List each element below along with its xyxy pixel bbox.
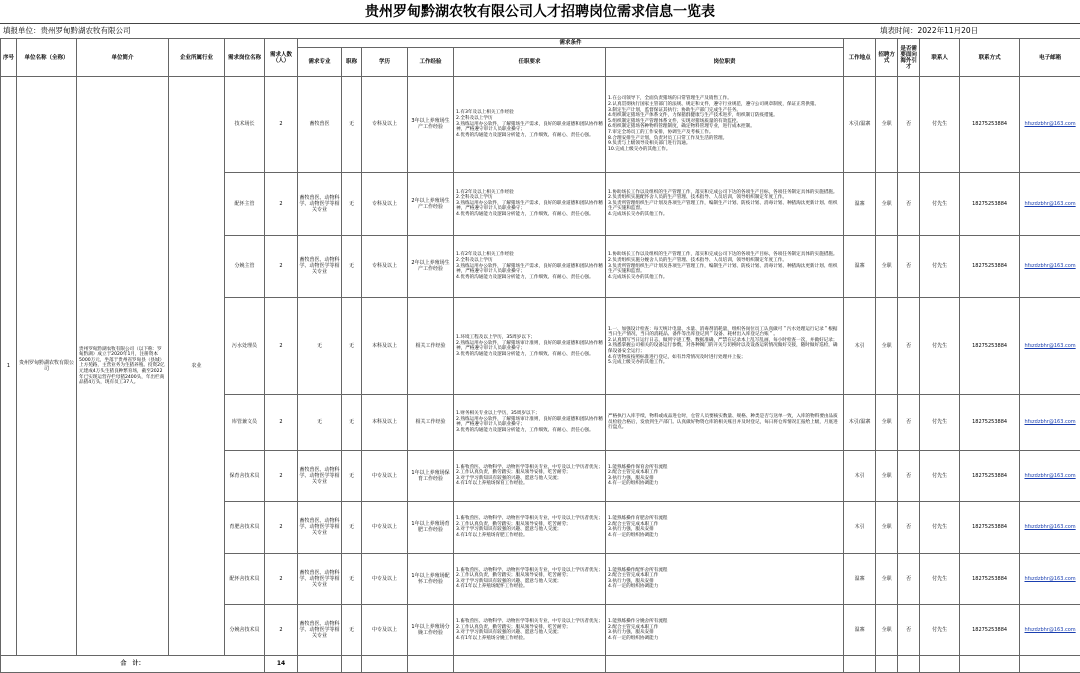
outsource: 否: [898, 235, 920, 298]
post-name: 技术场长: [225, 77, 265, 173]
total-empty-cell: [454, 656, 606, 673]
post-count: 2: [265, 553, 298, 604]
company-seq: 1: [1, 77, 17, 656]
outsource: 否: [898, 450, 920, 501]
major: 无: [298, 395, 342, 451]
unit-label: 填报单位：贵州罗甸黔湖农牧有限公司: [3, 26, 131, 35]
outsource: 否: [898, 553, 920, 604]
duty: 1.协助场长工作以及组织的生产管理工作，落实和完成公司下达的各项生产目标，各项任务制定具体的实施措施。 2.负责组织实施分娩舍人员的生产管理、技术指导、人员培训，领导组织制定年度工作。 3.负责所管理组织生产计划及各项生产管理工作，编制生产计划、防疫计划、消毒计划、种猪淘汰更新计划、组织生产实施和监督。 4.完成场长交办的其他工作。: [606, 235, 844, 298]
email[interactable]: hfszdzbhr@163.com: [1020, 77, 1080, 173]
contact: 付先生: [920, 553, 960, 604]
total-empty-cell: [960, 656, 1020, 673]
post-name: 育肥舍技术员: [225, 502, 265, 553]
major: 畜牧兽医、动物科学、动物医学等相关专业: [298, 450, 342, 501]
header-phone: 联系方式: [960, 39, 1020, 77]
email[interactable]: hfszdzbhr@163.com: [1020, 553, 1080, 604]
contact: 付先生: [920, 172, 960, 235]
post-name: 配怀主管: [225, 172, 265, 235]
total-empty-cell: [876, 656, 898, 673]
email[interactable]: hfszdzbhr@163.com: [1020, 298, 1080, 395]
title-req: 无: [342, 235, 362, 298]
email[interactable]: hfszdzbhr@163.com: [1020, 450, 1080, 501]
header-conditions: 需求条件: [298, 39, 844, 48]
contact: 付先生: [920, 604, 960, 655]
experience: 3年以上养殖场生产工作经验: [408, 77, 454, 173]
header-email: 电子邮箱: [1020, 39, 1080, 77]
company-name: 贵州罗甸黔湖农牧有限公司: [17, 77, 77, 656]
experience: 2年以上养殖场生产工作经验: [408, 235, 454, 298]
header-count: 需求人数（人）: [265, 39, 298, 77]
employ-type: 全职: [876, 395, 898, 451]
phone: 18275253884: [960, 395, 1020, 451]
header-unit-name: 单位名称（全称）: [17, 39, 77, 77]
contact: 付先生: [920, 450, 960, 501]
duty-req: 1.环境工程及以上学历，35周岁以下； 2.熟练运用办公软件，了解猪场审计准则，良好的职业道德和团队协作精神，严格遵守审计人员职业操守； 3.优秀的沟通能力及逻辑分析能力，工作细致、有耐心、责任心强。: [454, 298, 606, 395]
duty-req: 1.畜牧兽医、动物科学、动物医学等相关专业，中专及以上学历者优先； 2.工作认真负责，勤劳踏实；服从领导安排，吃苦耐劳； 3.对于学习新知识有较强的兴趣、愿意与他人交流； 4.有1年以上养殖场分娩工作经验。: [454, 604, 606, 655]
phone: 18275253884: [960, 502, 1020, 553]
post-name: 配怀舍技术员: [225, 553, 265, 604]
email[interactable]: hfszdzbhr@163.com: [1020, 395, 1080, 451]
phone: 18275253884: [960, 77, 1020, 173]
phone: 18275253884: [960, 604, 1020, 655]
location: 木引: [844, 298, 876, 395]
education: 本科及以上: [362, 395, 408, 451]
header-unit-intro: 单位简介: [77, 39, 169, 77]
header-post-name: 需求岗位名称: [225, 39, 265, 77]
contact: 付先生: [920, 298, 960, 395]
location: 温寨: [844, 604, 876, 655]
header-duty-req: 任职要求: [454, 48, 606, 77]
contact: 付先生: [920, 235, 960, 298]
location: 温寨: [844, 553, 876, 604]
outsource: 否: [898, 604, 920, 655]
total-empty-cell: [898, 656, 920, 673]
post-count: 2: [265, 235, 298, 298]
post-name: 污水处理员: [225, 298, 265, 395]
duty: 1.能熟练操作育肥舍所有流程 2.配合主管完成本职工作 3.执行力强，服从安排 4.有一定的组织协调能力: [606, 502, 844, 553]
meta-bar: [0, 24, 1080, 38]
education: 中专及以上: [362, 553, 408, 604]
duty: 严格执行入库手续，物料或成品进仓时，仓管人员要核实数量、规格、种类是否与送单一致，入库的物料要由品质员检验合格后，发放到生产部门。认真做好物资仓库的相关账目并及时登记，每日将仓库情况汇报给上级，月底进行盘点。: [606, 395, 844, 451]
contact: 付先生: [920, 395, 960, 451]
total-empty-cell: [606, 656, 844, 673]
location: 木引/温寨: [844, 77, 876, 173]
location: 温寨: [844, 172, 876, 235]
title-req: 无: [342, 502, 362, 553]
major: 畜牧兽医: [298, 77, 342, 173]
header-row-1: [1, 39, 1080, 48]
total-empty-cell: [298, 656, 342, 673]
contact: 付先生: [920, 502, 960, 553]
employ-type: 全职: [876, 502, 898, 553]
phone: 18275253884: [960, 172, 1020, 235]
post-name: 库管兼文员: [225, 395, 265, 451]
duty: 1.能熟练操作保育舍所有流程 2.配合主管完成本职工作 3.执行力强，服从安排 4.有一定的组织协调能力: [606, 450, 844, 501]
employ-type: 全职: [876, 450, 898, 501]
duty-req: 1.有2年及以上相关工作经验 2.全科及以上学历 3.熟练运用办公软件，了解猪场生产需求，良好的职业道德和团队协作精神，严格遵守审计人员职业操守； 4.优秀的沟通能力及逻辑分析能力，工作细致、有耐心、责任心强。: [454, 172, 606, 235]
title-req: 无: [342, 450, 362, 501]
duty: 1.能熟练操作分娩舍所有流程 2.配合主管完成本职工作 3.执行力强，服从安排 4.有一定的组织协调能力: [606, 604, 844, 655]
outsource: 否: [898, 172, 920, 235]
email[interactable]: hfszdzbhr@163.com: [1020, 235, 1080, 298]
major: 畜牧兽医、动物科学、动物医学等相关专业: [298, 502, 342, 553]
header-experience: 工作经验: [408, 48, 454, 77]
phone: 18275253884: [960, 553, 1020, 604]
outsource: 否: [898, 502, 920, 553]
outsource: 否: [898, 298, 920, 395]
duty-req: 1.畜牧兽医、动物科学、动物医学等相关专业，中专及以上学历者优先； 2.工作认真负责，勤劳踏实；服从领导安排，吃苦耐劳； 3.对于学习新知识有较强的兴趣、愿意与他人交流； 4.有1年以上养殖场配怀工作经验。: [454, 553, 606, 604]
location: 木引: [844, 450, 876, 501]
company-industry: 农业: [169, 77, 225, 656]
duty-req: 1.有2年及以上相关工作经验 2.全科及以上学历 3.熟练运用办公软件，了解猪场生产需求，良好的职业道德和团队协作精神，严格遵守审计人员职业操守； 4.优秀的沟通能力及逻辑分析能力，工作细致、有耐心、责任心强。: [454, 235, 606, 298]
header-location: 工作地点: [844, 39, 876, 77]
title-req: 无: [342, 172, 362, 235]
location: 木引/温寨: [844, 395, 876, 451]
post-count: 2: [265, 604, 298, 655]
header-industry: 企业所属行业: [169, 39, 225, 77]
experience: 2年以上养殖场生产工作经验: [408, 172, 454, 235]
outsource: 否: [898, 395, 920, 451]
major: 畜牧兽医、动物科学、动物医学等相关专业: [298, 604, 342, 655]
employ-type: 全职: [876, 298, 898, 395]
header-seq: 序号: [1, 39, 17, 77]
location: 温寨: [844, 235, 876, 298]
duty: 1.在公司领导下，全面负责猪场的日常管理生产及销售工作。 2.认真贯彻执行国家主管部门的法规、规定和文件，遵守行业规范，遵守公司规章制度，保证正常供猪。 3.制定生产计划，监督保证其执行；协助生产部门完成生产任务。 4.组织制定猪场生产体系文件，力保猪群健康与生产技术进步，组织制订防疫措施。 5.组织制定猪场生产管理体系文件，实现对猪场质量的有效监控。 6.组织制定猪场各种物料管理制度，确定物料管理专业，进行成本控制。 7.审定全场员工的工作安排，协调生产及考核工作。 8.合理安排生产计划，负责对员工日常工作及生活的管理。 9.负责与上级领导及相关部门进行沟通。 10.完成上级交办的其他工作。: [606, 77, 844, 173]
contact: 付先生: [920, 77, 960, 173]
phone: 18275253884: [960, 450, 1020, 501]
experience: 相关工作经验: [408, 298, 454, 395]
outsource: 否: [898, 77, 920, 173]
company-intro: 贵州罗甸黔湖农牧有限公司（以下称：罗甸黔湖）成立于2020年1月，注册资本5000万元，坐落于贵州省罗甸县（县城）上方苑路，主营业务为生猪养殖。投资2亿元建成4万头生猪良种繁育场，截至2022年已实现运营存栏母猪2400头，年出栏商品猪4万头，现有员工37人。: [77, 77, 169, 656]
major: 畜牧兽医、动物科学、动物医学等相关专业: [298, 235, 342, 298]
duty-req: 1.畜牧兽医、动物科学、动物医学等相关专业，中专及以上学历者优先； 2.工作认真负责，勤劳踏实；服从领导安排，吃苦耐劳； 3.对于学习新知识有较强的兴趣、愿意与他人交流； 4.有1年以上养殖场育肥工作经验。: [454, 502, 606, 553]
title-req: 无: [342, 298, 362, 395]
post-count: 2: [265, 450, 298, 501]
post-name: 分娩主管: [225, 235, 265, 298]
header-major: 需求专业: [298, 48, 342, 77]
page-title: 贵州罗甸黔湖农牧有限公司人才招聘岗位需求信息一览表: [0, 0, 1080, 24]
phone: 18275253884: [960, 235, 1020, 298]
total-empty-cell: [844, 656, 876, 673]
header-contact: 联系人: [920, 39, 960, 77]
post-count: 2: [265, 395, 298, 451]
header-duty: 岗位职责: [606, 48, 844, 77]
total-empty-cell: [920, 656, 960, 673]
post-count: 2: [265, 77, 298, 173]
employ-type: 全职: [876, 604, 898, 655]
title-req: 无: [342, 77, 362, 173]
email[interactable]: hfszdzbhr@163.com: [1020, 502, 1080, 553]
duty-req: 1.有3年及以上相关工作经验 2.全科及以上学历 3.熟练运用办公软件，了解猪场生产需求，良好的职业道德和团队协作精神，严格遵守审计人员职业操守； 4.优秀的沟通能力及逻辑分析能力，工作细致、有耐心、责任心强。: [454, 77, 606, 173]
employ-type: 全职: [876, 235, 898, 298]
education: 中专及以上: [362, 502, 408, 553]
title-req: 无: [342, 604, 362, 655]
header-education: 学历: [362, 48, 408, 77]
total-empty-cell: [408, 656, 454, 673]
total-empty-cell: [1020, 656, 1080, 673]
duty-req: 1.财务相关专业以上学历，35周岁以下； 2.熟练运用办公软件，了解猪场审计准则，良好的职业道德和团队协作精神，严格遵守审计人员职业操守； 3.优秀的沟通能力及逻辑分析能力，工作细致、有耐心、责任心强。: [454, 395, 606, 451]
total-empty-cell: [362, 656, 408, 673]
total-label: 合 计：: [1, 656, 265, 673]
employ-type: 全职: [876, 172, 898, 235]
major: 畜牧兽医、动物科学、动物医学等相关专业: [298, 553, 342, 604]
education: 中专及以上: [362, 604, 408, 655]
total-row: [1, 656, 1080, 673]
phone: 18275253884: [960, 298, 1020, 395]
duty: 1.一、加强设计检查：每天统计电量、水量、消毒剂消耗量，组织各岗位员工认真做可＂污水处理运行记录＂根据当日生产情况，当日的消耗品、备件等出库登记到＂设备、耗材出入库登记台账＂。 2.认真填写当日运行日志，做到字迹工整、数据准确，严禁在记录本上乱写乱画，每小时检查一次，并做好记录； 3.熟悉掌握公司相关的设备运行参数，对各种阀门的开关与切换时以及设备运转情况做好交接，随时做好巡检，确保设备安全运行； 4.有害物质按照标准进行登记，如有异常情况及时进行处理并上报； 5.完成上级交办的其他工作。: [606, 298, 844, 395]
education: 专科及以上: [362, 235, 408, 298]
post-count: 2: [265, 172, 298, 235]
header-employ-type: 招聘方式: [876, 39, 898, 77]
total-empty-cell: [342, 656, 362, 673]
location: 木引: [844, 502, 876, 553]
title-req: 无: [342, 553, 362, 604]
education: 专科及以上: [362, 172, 408, 235]
employ-type: 全职: [876, 77, 898, 173]
date-label: 填表时间：2022年11月20日: [880, 26, 979, 35]
experience: 1年以上养殖场分娩工作经验: [408, 604, 454, 655]
education: 专科及以上: [362, 77, 408, 173]
post-count: 2: [265, 502, 298, 553]
major: 无: [298, 298, 342, 395]
email[interactable]: hfszdzbhr@163.com: [1020, 604, 1080, 655]
experience: 1年以上养殖场保育工作经验: [408, 450, 454, 501]
experience: 相关工作经验: [408, 395, 454, 451]
post-name: 分娩舍技术员: [225, 604, 265, 655]
header-outsource: 是否需要面向海外引才: [898, 39, 920, 77]
experience: 1年以上养殖场配怀工作经验: [408, 553, 454, 604]
recruitment-table: [0, 38, 1080, 673]
major: 畜牧兽医、动物科学、动物医学等相关专业: [298, 172, 342, 235]
education: 本科及以上: [362, 298, 408, 395]
duty: 1.协助场长工作以及组织的生产管理工作，落实和完成公司下达的各项生产目标，各项任务制定具体的实施措施。 2.负责组织实施配怀舍人员的生产管理、技术指导、人员培训，领导组织制定年度工作。 3.负责所管理组织生产计划及各项生产管理工作，编制生产计划、防疫计划、消毒计划、种猪淘汰更新计划、组织生产实施和监督。 4.完成场长交办的其他工作。: [606, 172, 844, 235]
experience: 1年以上养殖场育肥工作经验: [408, 502, 454, 553]
education: 中专及以上: [362, 450, 408, 501]
post-name: 保育舍技术员: [225, 450, 265, 501]
duty: 1.能熟练操作配怀舍所有流程 2.配合主管完成本职工作 3.执行力强，服从安排 4.有一定的组织协调能力: [606, 553, 844, 604]
header-title-req: 职称: [342, 48, 362, 77]
email[interactable]: hfszdzbhr@163.com: [1020, 172, 1080, 235]
total-count: 14: [265, 656, 298, 673]
post-count: 2: [265, 298, 298, 395]
duty-req: 1.畜牧兽医、动物科学、动物医学等相关专业，中专及以上学历者优先； 2.工作认真负责，勤劳踏实；服从领导安排，吃苦耐劳； 3.对于学习新知识有较强的兴趣、愿意与他人交流； 4.有1年以上养殖场保育工作经验。: [454, 450, 606, 501]
employ-type: 全职: [876, 553, 898, 604]
table-row: [1, 77, 1080, 173]
title-req: 无: [342, 395, 362, 451]
